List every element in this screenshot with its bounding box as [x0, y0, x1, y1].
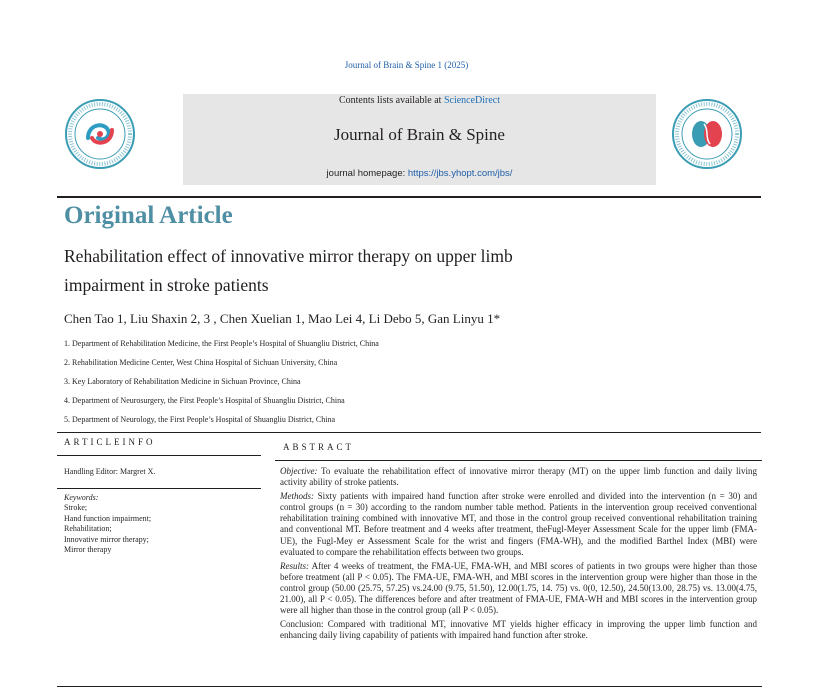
- contents-text: Contents lists available at: [338, 95, 444, 106]
- homepage-line: [183, 168, 656, 179]
- handling-editor: Handling Editor: Margret X.: [64, 467, 156, 476]
- conclusion-text: Compared with traditional MT, innovative MT yields higher efficacy in improving the upper limb function and enhancing daily living capability of patients with impaired hand function after stroke.: [280, 619, 757, 641]
- journal-masthead: [183, 94, 656, 185]
- abstract-body: [280, 466, 757, 644]
- objective-text: To evaluate the rehabilitation effect of innovative mirror therapy (MT) on the upper limb function and daily living activity ability of stroke patients.: [280, 466, 757, 488]
- affiliation-5: 5. Department of Neurology, the First People’s Hospital of Shuangliu District, China: [64, 415, 335, 424]
- keyword-item: Hand function impairment;: [64, 513, 152, 523]
- homepage-label: journal homepage:: [326, 168, 408, 179]
- keywords-title: Keywords:: [64, 493, 99, 502]
- keyword-list: [64, 503, 151, 556]
- abstract-rule: [275, 460, 762, 461]
- abstract-objective: [280, 466, 757, 488]
- results-text: After 4 weeks of treatment, the FMA-UE, FMA-WH, and MBI scores of patients in two groups were higher than those before treatment (all P < 0.05). The FMA-UE, FMA-WH, and MBI scores in the intervention group were higher than those in the control group (50.00 (25.75, 57.25) vs.24.00 (9.75, 51.50), 12.00(1.75, 14. 75) vs. 0(0, 12.50), 24.50(13.00, 28.75) vs. 13.00(4.75, 21.00), all P < 0.05). The differences before and after treatment of FMA-UE, FMA-WH and MBI scores in the intervention group were all higher than those in the control group (all P < 0.05).: [280, 560, 757, 616]
- running-header: Journal of Brain & Spine 1 (2025): [344, 60, 469, 70]
- affiliation-1: 1. Department of Rehabilitation Medicine, the First People’s Hospital of Shuangliu District, China: [64, 339, 379, 348]
- hospital-seal-logo: [64, 98, 136, 170]
- author-list: Chen Tao 1, Liu Shaxin 2, 3 , Chen Xuelian 1, Mao Lei 4, Li Debo 5, Gan Linyu 1*: [64, 311, 501, 326]
- keyword-item: Rehabilitation;: [64, 524, 112, 533]
- society-seal-logo: [671, 98, 743, 170]
- abstract-heading: ABSTRACT: [283, 442, 355, 452]
- keyword-item: Mirror therapy: [64, 545, 112, 554]
- abstract-methods: [280, 491, 757, 558]
- contents-line: [183, 95, 656, 106]
- article-type: Original Article: [64, 202, 233, 229]
- affiliation-divider: [57, 432, 761, 433]
- article-info-rule: [57, 455, 261, 456]
- keywords-rule: [57, 488, 261, 489]
- paper-title-line-1: Rehabilitation effect of innovative mirror therapy on upper limb: [64, 246, 513, 266]
- keyword-item: Stroke;: [64, 503, 88, 512]
- affiliation-4: 4. Department of Neurosurgery, the First People’s Hospital of Shuangliu District, China: [64, 396, 345, 405]
- keyword-item: Innovative mirror therapy;: [64, 534, 149, 544]
- affiliation-2: 2. Rehabilitation Medicine Center, West China Hospital of Sichuan University, China: [64, 358, 338, 367]
- header-divider: [57, 196, 761, 198]
- affiliation-3: 3. Key Laboratory of Rehabilitation Medicine in Sichuan Province, China: [64, 377, 301, 386]
- bottom-divider: [57, 686, 762, 687]
- homepage-link[interactable]: https://jbs.yhopt.com/jbs/: [407, 168, 513, 179]
- objective-label: Objective:: [280, 466, 318, 476]
- methods-label: Methods:: [280, 491, 314, 502]
- journal-title: Journal of Brain & Spine: [334, 125, 505, 144]
- abstract-results: [280, 561, 757, 616]
- sciencedirect-link[interactable]: ScienceDirect: [443, 95, 501, 106]
- methods-text: Sixty patients with impaired hand function after stroke were enrolled and divided into the intervention (n = 30) and control groups (n = 30) according to the random number table method. Patients in the intervention group received conventional rehabilitation training combined with innovative MT, and those in the control group received conventional rehabilitation training and conventional MT. Before treatment and 4 weeks after treatment, theFugl-Meyer Assessment Scale for the upper limb (FMA-UE), the Fugl-Mey er Assessment Scale for the wrist and fingers (FMA-WH), and the modified Barthel Index (MBI) were evaluated to compare the rehabilitation effects between two groups.: [280, 491, 757, 557]
- conclusion-label: Conclusion:: [280, 619, 324, 630]
- paper-title-line-2: impairment in stroke patients: [64, 275, 269, 295]
- abstract-conclusion: [280, 619, 757, 641]
- paper-title: [64, 242, 624, 300]
- article-info-heading: ARTICLEINFO: [64, 437, 156, 447]
- results-label: Results:: [280, 560, 309, 571]
